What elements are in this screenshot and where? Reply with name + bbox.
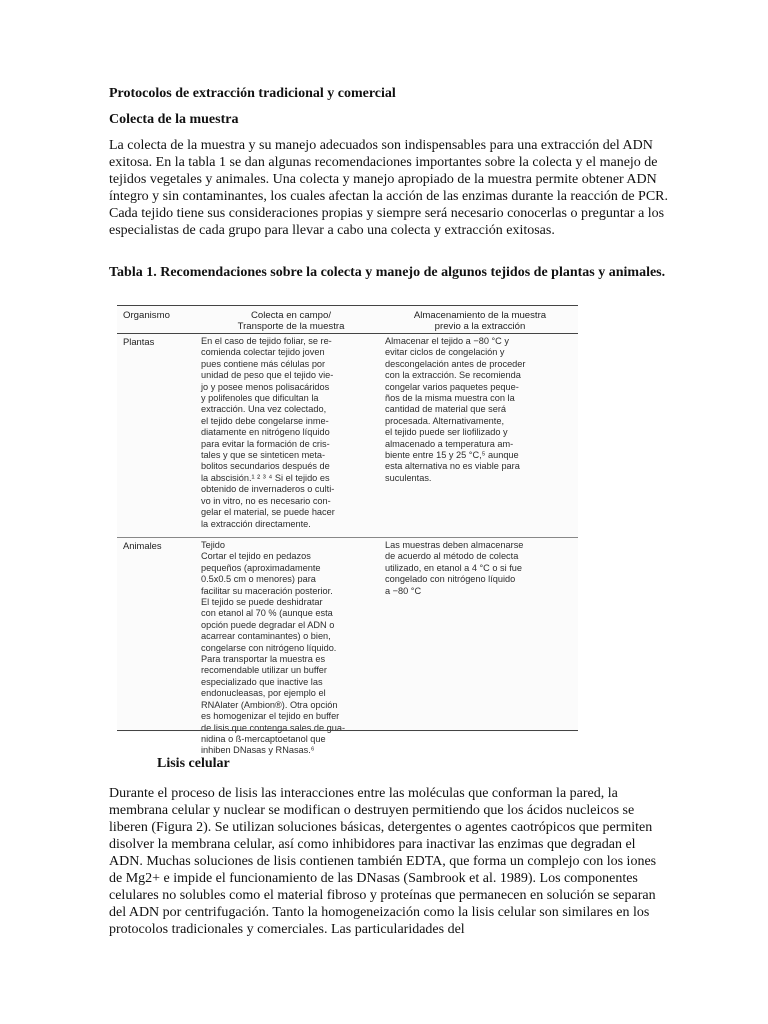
table-caption: Tabla 1. Recomendaciones sobre la colecta y manejo de algunos tejidos de plantas y animales. [109, 265, 666, 280]
section-heading-lisis: Lisis celular [157, 756, 230, 771]
paragraph-colecta: La colecta de la muestra y su manejo adecuados son indispensables para una extracción del ADN exitosa. En la tabla 1 se dan algunas recomendaciones importantes sobre la colecta y el manejo de tejidos vegetales y animales. Una colecta y manejo apropiado de la muestra permite obtener ADN íntegro y sin contaminantes, los cuales afectan la acción de las enzimas durante la reacción de PCR. Cada tejido tiene sus consideraciones propias y siempre será necesario conocerlas o preguntar a los especialistas de cada grupo para llevar a cabo una colecta y extracción exitosas. [109, 138, 669, 238]
row-plantas-organismo: Plantas [123, 336, 155, 347]
row-animales-almacenamiento: Las muestras deben almacenarse de acuerdo al método de colecta utilizado, en etanol a 4 °C o si fue congelado con nitrógeno líquido a −80 °C [385, 540, 524, 596]
table-top-rule [117, 305, 578, 306]
row-animales-organismo: Animales [123, 540, 162, 551]
row-animales-colecta: Tejido Cortar el tejido en pedazos pequeños (aproximadamente 0.5x0.5 cm o menores) para facilitar su maceración posterior. El tejido se puede deshidratar con etanol al 70 % (aunque esta opción puede degradar el ADN o acarrear contaminantes) o bien, congelarse con nitrógeno líquido. Para transportar la muestra es recomendable utilizar un buffer especializado que inactive las endonucleasas, por ejemplo el RNAlater (Ambion®). Otra opción es homogenizar el tejido en buffer de lisis que contenga sales de gua- nidina o ß-mercaptoetanol que inhiben DNasas y RNasas.⁶ [201, 540, 346, 756]
header-rule [117, 333, 578, 334]
row-plantas-almacenamiento: Almacenar el tejido a −80 °C y evitar ciclos de congelación y descongelación antes de proceder con la extracción. Se recomienda congelar varios paquetes peque- ños de la misma muestra con la cantidad de material que será procesada. Alternativamente, el tejido puede ser liofilizado y almacenado a temperatura am- biente entre 15 y 25 °C,⁵ aunque esta alternativa no es viable para suculentas. [385, 336, 526, 483]
row-separator [117, 537, 578, 538]
row-plantas-colecta: En el caso de tejido foliar, se re- comienda colectar tejido joven pues contiene más células por unidad de peso que el tejido vie- jo y posee menos polisacáridos y polifenoles que dificultan la extracción. Una vez colectado, el tejido debe congelarse inme- diatamente en nitrógeno líquido para evitar la formación de cris- tales y que se sinteticen meta- bolitos secundarios después de la abscisión.¹ ² ³ ⁴ Si el tejido es obtenido de invernaderos o culti- vo in vitro, no es necesario con- gelar el material, se puede hacer la extracción directamente. [201, 336, 335, 529]
recommendations-table [117, 305, 578, 756]
document-title: Protocolos de extracción tradicional y comercial [109, 86, 396, 101]
table-bottom-rule [117, 730, 578, 731]
paragraph-lisis: Durante el proceso de lisis las interacciones entre las moléculas que conforman la pared, la membrana celular y nuclear se modifican o destruyen permitiendo que los ácidos nucleicos se liberen (Figura 2). Se utilizan soluciones básicas, detergentes o agentes caotrópicos que permiten disolver la membrana celular, así como inhibidores para inactivar las enzimas que degradan el ADN. Muchas soluciones de lisis contienen también EDTA, que forma un complejo con los iones de Mg2+ e impide el funcionamiento de las DNasas (Sambrook et al. 1989). Los componentes celulares no solubles como el material fibroso y proteínas que permanecen en solución se separan del ADN por centrifugación. Tanto la homogeneización como la lisis celular son similares en los protocolos tradicionales y comerciales. Las particularidades del [109, 786, 657, 937]
header-organismo: Organismo [123, 310, 170, 321]
header-almacenamiento: Almacenamiento de la muestra previo a la extracción [413, 310, 547, 333]
section-heading-colecta: Colecta de la muestra [109, 112, 239, 127]
header-colecta: Colecta en campo/ Transporte de la muestra [237, 310, 345, 333]
